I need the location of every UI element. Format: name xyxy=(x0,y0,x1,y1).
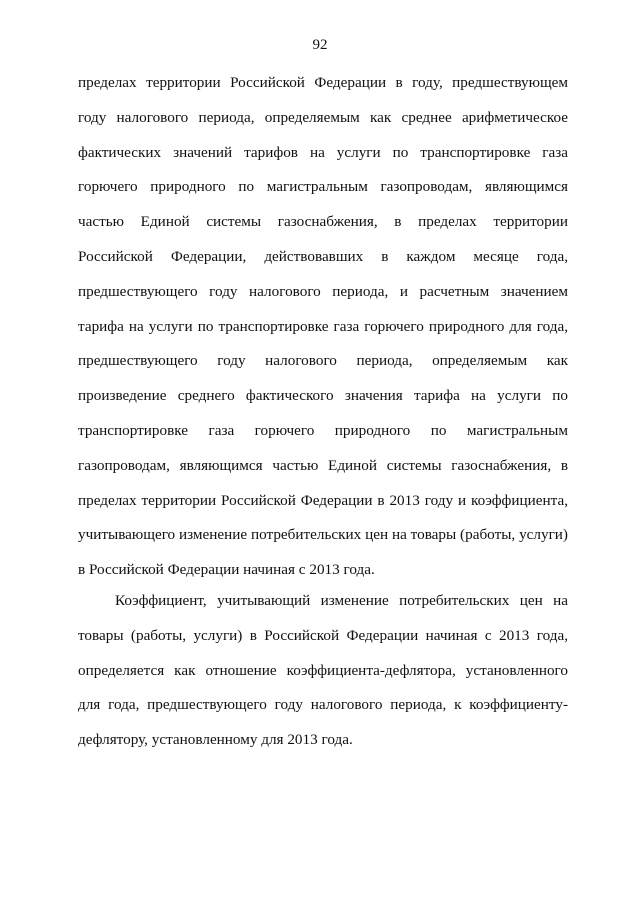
text-line: пределах территории Российской Федерации в году, предшествующем xyxy=(78,74,568,91)
text-line: году налогового периода, определяемым как среднее арифметическое xyxy=(78,108,568,126)
text-line: предшествующего году налогового периода, определяемым как xyxy=(78,352,568,370)
text-line: товары (работы, услуги) в Российской Федерации начиная с 2013 года, xyxy=(78,626,568,644)
paragraph-coefficient xyxy=(78,584,568,758)
page-number: 92 xyxy=(312,37,328,53)
text-line: горючего природного по магистральным газопроводам, являющимся xyxy=(78,178,568,196)
text-line-indented: Коэффициент, учитывающий изменение потребительских цен на xyxy=(115,592,568,609)
text-line: для года, предшествующего году налогового периода, к коэффициенту- xyxy=(78,696,568,714)
text-line: транспортировке газа горючего природного по магистральным xyxy=(78,421,568,439)
text-line: частью Единой системы газоснабжения, в пределах территории xyxy=(78,213,568,231)
text-line: пределах территории Российской Федерации в 2013 году и коэффициента, xyxy=(78,491,568,509)
text-line: Российской Федерации, действовавших в каждом месяце года, xyxy=(78,247,568,265)
text-line-last: в Российской Федерации начиная с 2013 года. xyxy=(78,561,375,579)
text-line: фактических значений тарифов на услуги по транспортировке газа xyxy=(78,143,568,161)
text-line: учитывающего изменение потребительских цен на товары (работы, услуги) xyxy=(78,526,568,544)
text-line-last: дефлятору, установленному для 2013 года. xyxy=(78,731,353,749)
text-line: тарифа на услуги по транспортировке газа горючего природного для года, xyxy=(78,317,568,335)
text-line: газопроводам, являющимся частью Единой системы газоснабжения, в xyxy=(78,456,568,474)
text-line: произведение среднего фактического значения тарифа на услуги по xyxy=(78,387,568,405)
text-line: предшествующего году налогового периода, и расчетным значением xyxy=(78,282,568,300)
paragraph-continuation xyxy=(78,66,568,588)
text-line: определяется как отношение коэффициента-дефлятора, установленного xyxy=(78,661,568,679)
